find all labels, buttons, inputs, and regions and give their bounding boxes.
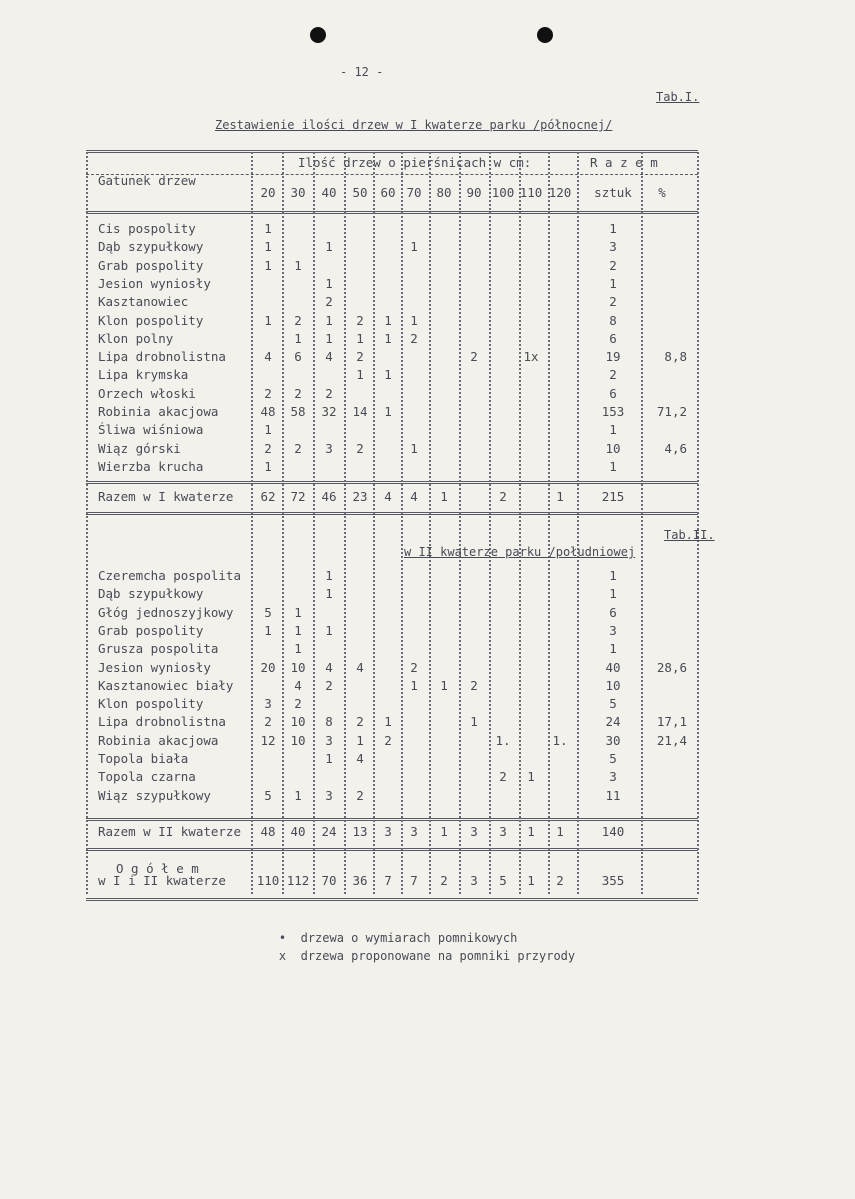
girth-count: 2 [264,385,272,401]
total-count: 8 [609,312,617,328]
species-name: Dąb szypułkowy [98,586,204,602]
girth-count: 2 [470,677,478,693]
girth-count: 62 [260,489,276,504]
girth-count: 3 [410,824,418,839]
table-row [0,659,855,677]
total-count: 6 [609,330,617,346]
girth-count: 7 [410,873,418,888]
table-row [0,787,855,805]
girth-count: 2 [294,385,302,401]
total-count: 1 [609,221,617,236]
girth-count: 2 [499,769,507,785]
species-name: Głóg jednoszyjkowy [98,604,234,620]
girth-count: 1 [440,824,448,839]
girth-count: 1 [294,604,302,620]
column-separator [641,152,643,894]
species-name: Jesion wyniosły [98,275,211,291]
total-count: 140 [601,824,625,839]
girth-count: 1 [356,367,364,383]
girth-count: 2 [294,696,302,712]
rule-line [86,211,698,214]
column-separator [697,152,699,894]
total-count: 40 [605,659,621,675]
species-name: Robinia akacjowa [98,732,219,748]
girth-count: 2 [384,732,392,748]
species-name: Kasztanowiec biały [98,677,234,693]
species-name: Jesion wyniosły [98,659,211,675]
girth-count: 24 [321,824,337,839]
girth-count: 3 [384,824,392,839]
total-count: 24 [605,714,621,730]
girth-count: 1 [264,622,272,638]
girth-count: 1 [527,769,535,785]
total-count: 1 [609,458,617,474]
rule-line [86,818,698,821]
girth-column-header: 90 [466,185,482,200]
table-row [0,238,855,256]
girth-count: 1 [410,677,418,693]
girth-count: 40 [290,824,306,839]
table-row [0,677,855,695]
binder-hole-left [310,27,326,43]
table-row [0,293,855,311]
rule-line [86,174,698,175]
girth-count: 1 [294,330,302,346]
percent-value: 17,1 [656,714,687,730]
girth-count: 1 [384,330,392,346]
total-count: 3 [609,239,617,255]
total-count: 3 [609,622,617,638]
species-name: Wiąz górski [98,440,181,456]
total-group-header: R a z e m [590,155,658,170]
total-count: 2 [609,257,617,273]
column-separator [282,152,284,894]
total-count: 10 [605,440,621,456]
girth-count: 2 [499,489,507,504]
column-separator [459,152,461,894]
girth-count: 1 [440,677,448,693]
girth-count: 46 [321,489,337,504]
girth-count: 110 [256,873,280,888]
girth-count: 1 [325,239,333,255]
girth-column-header: 120 [548,185,572,200]
girth-count: 1 [384,312,392,328]
girth-count: 2 [325,677,333,693]
rule-line [86,512,698,515]
girth-count: 2 [356,349,364,365]
percent-column-header: % [658,185,666,200]
girth-count: 1x [523,349,539,365]
girth-count: 1 [356,732,364,748]
girth-count: 70 [321,873,337,888]
x-mark: x [278,949,287,963]
girth-count: 10 [290,732,306,748]
column-separator [548,152,550,894]
girth-column-header: 60 [380,185,396,200]
species-name: Lipa drobnolistna [98,349,226,365]
page-title: Zestawienie ilości drzew w I kwaterze parku /północnej/ [215,118,613,132]
table-row [0,622,855,640]
girth-count: 3 [325,787,333,803]
table-label-1: Tab.I. [656,90,700,104]
species-name: Dąb szypułkowy [98,239,204,255]
girth-count: 1 [384,404,392,419]
species-name: Topola biała [98,751,189,766]
girth-count: 1 [294,787,302,803]
girth-group-header: Ilość drzew o pierśnicach w cm: [298,155,532,170]
table-row [0,440,855,458]
girth-count: 5 [499,873,507,888]
girth-count: 2 [264,440,272,456]
girth-count: 8 [325,714,333,730]
total-count: 10 [605,677,621,693]
girth-count: 2 [325,294,333,310]
total-count: 5 [609,696,617,712]
girth-count: 1 [325,751,333,766]
girth-count: 32 [321,404,337,419]
column-separator [251,152,253,894]
count-column-header: sztuk [594,185,632,200]
species-name: Grab pospolity [98,622,204,638]
girth-count: 2 [356,714,364,730]
girth-count: 4 [410,489,418,504]
section2-subtitle: w II kwaterze parku /południowej [404,545,636,559]
total-count: 355 [601,873,625,888]
girth-count: 1 [264,239,272,255]
rule-line [86,898,698,901]
girth-count: 20 [260,659,276,675]
girth-count: 1 [325,586,333,602]
species-name: Klon pospolity [98,696,204,712]
girth-count: 5 [264,787,272,803]
girth-count: 2 [264,714,272,730]
girth-count: 1 [325,312,333,328]
girth-count: 2 [294,440,302,456]
girth-count: 1 [410,239,418,255]
girth-count: 4 [325,659,333,675]
column-separator [489,152,491,894]
girth-count: 1 [264,312,272,328]
column-separator [429,152,431,894]
species-name: Lipa krymska [98,367,189,383]
girth-count: 4 [325,349,333,365]
girth-count: 7 [384,873,392,888]
total-count: 19 [605,349,621,365]
total-count: 215 [601,489,625,504]
girth-count: 1 [325,330,333,346]
girth-count: 58 [290,404,306,419]
table-row [0,220,855,238]
column-separator [373,152,375,894]
girth-count: 1 [527,824,535,839]
total-count: 1 [609,641,617,657]
total-count: 1 [609,422,617,438]
girth-count: 72 [290,489,306,504]
percent-value: 4,6 [664,440,687,456]
column-separator [519,152,521,894]
girth-count: 1 [410,440,418,456]
girth-count: 2 [356,787,364,803]
table-row [0,257,855,275]
girth-count: 1 [556,489,564,504]
girth-count: 23 [352,489,368,504]
girth-count: 2 [440,873,448,888]
girth-count: 3 [470,824,478,839]
species-name: Klon pospolity [98,312,204,328]
girth-count: 1 [294,257,302,273]
girth-count: 12 [260,732,276,748]
table-label-2: Tab.II. [664,528,715,542]
table-row [0,567,855,585]
table-row [0,604,855,622]
species-name: Śliwa wiśniowa [98,422,204,438]
girth-column-header: 100 [491,185,515,200]
total-count: 11 [605,787,621,803]
girth-count: 4 [264,349,272,365]
column-separator [401,152,403,894]
girth-count: 1 [325,568,333,583]
table-row [0,458,855,476]
grand-total-row-values [0,872,855,890]
girth-count: 48 [260,824,276,839]
page-number: - 12 - [340,65,384,79]
girth-column-header: 80 [436,185,452,200]
column-separator [313,152,315,894]
total-count: 1 [609,275,617,291]
species-name: Razem w I kwaterze [98,489,234,504]
rule-line [86,150,698,153]
legend-item-proposed [250,935,575,977]
girth-column-header: 40 [321,185,337,200]
table-row [0,768,855,786]
total-count: 6 [609,604,617,620]
species-name: Lipa drobnolistna [98,714,226,730]
girth-column-header: 20 [260,185,276,200]
table-row [0,732,855,750]
girth-count: 2 [556,873,564,888]
girth-count: 10 [290,714,306,730]
total-count: 3 [609,769,617,785]
girth-column-header: 70 [406,185,422,200]
girth-count: 1 [527,873,535,888]
girth-count: 1 [264,458,272,474]
species-name: Czeremcha pospolita [98,568,241,583]
total-count: 1 [609,586,617,602]
girth-count: 4 [356,659,364,675]
table-row [0,421,855,439]
girth-column-header: 50 [352,185,368,200]
rule-line [86,481,698,484]
species-name: Wierzba krucha [98,458,204,474]
girth-count: 1 [440,489,448,504]
binder-hole-right [537,27,553,43]
girth-count: 3 [325,440,333,456]
total-count: 1 [609,568,617,583]
table-row [0,640,855,658]
girth-column-header: 110 [519,185,543,200]
species-name: Topola czarna [98,769,196,785]
girth-count: 1. [495,732,511,748]
girth-count: 4 [356,751,364,766]
girth-count: 48 [260,404,276,419]
girth-count: 5 [264,604,272,620]
total-count: 2 [609,367,617,383]
girth-count: 4 [384,489,392,504]
species-name: Wiąz szypułkowy [98,787,211,803]
table-row [0,585,855,603]
species-column-header: Gatunek drzew [98,173,196,188]
total-count: 6 [609,385,617,401]
table-row [0,403,855,421]
girth-count: 1 [264,422,272,438]
girth-count: 112 [286,873,310,888]
legend-text: drzewa o wymiarach pomnikowych [300,931,518,945]
girth-count: 1 [325,275,333,291]
legend-text: drzewa proponowane na pomniki przyrody [300,949,576,963]
girth-count: 3 [264,696,272,712]
rule-line [86,848,698,851]
girth-count: 1 [264,221,272,236]
girth-count: 1 [264,257,272,273]
table-row [0,275,855,293]
girth-count: 13 [352,824,368,839]
percent-value: 8,8 [664,349,687,365]
girth-count: 1 [294,641,302,657]
girth-count: 2 [410,659,418,675]
percent-value: 71,2 [656,404,687,419]
girth-count: 1 [556,824,564,839]
girth-count: 2 [325,385,333,401]
dot-mark: • [278,931,287,945]
total-count: 5 [609,751,617,766]
species-name: Grab pospolity [98,257,204,273]
girth-count: 2 [356,440,364,456]
girth-count: 1. [552,732,568,748]
total-row-section2 [0,823,855,841]
girth-count: 3 [499,824,507,839]
girth-count: 36 [352,873,368,888]
percent-value: 21,4 [656,732,687,748]
girth-count: 2 [410,330,418,346]
girth-count: 1 [384,714,392,730]
table-row [0,750,855,768]
species-name: Klon polny [98,330,174,346]
column-separator [86,152,88,894]
species-name: Grusza pospolita [98,641,219,657]
table-row [0,348,855,366]
girth-count: 1 [356,330,364,346]
table-row [0,366,855,384]
girth-count: 1 [384,367,392,383]
girth-count: 6 [294,349,302,365]
column-separator [577,152,579,894]
table-row [0,385,855,403]
header-row-top [0,154,855,172]
girth-count: 3 [325,732,333,748]
header-row-columns [0,184,855,202]
column-separator [344,152,346,894]
species-name: Razem w II kwaterze [98,824,241,839]
table-row [0,312,855,330]
grand-total-label: O g ó ł e m [116,861,199,876]
grand-total-sublabel: w I i II kwaterze [98,873,226,888]
girth-count: 4 [294,677,302,693]
girth-column-header: 30 [290,185,306,200]
girth-count: 1 [325,622,333,638]
girth-count: 1 [470,714,478,730]
table-row [0,330,855,348]
table-row [0,695,855,713]
species-name: Cis pospolity [98,221,196,236]
girth-count: 2 [356,312,364,328]
total-count: 30 [605,732,621,748]
total-row-section1 [0,488,855,506]
species-name: Robinia akacjowa [98,404,219,419]
total-count: 2 [609,294,617,310]
girth-count: 2 [470,349,478,365]
girth-count: 3 [470,873,478,888]
girth-count: 1 [410,312,418,328]
total-count: 153 [601,404,625,419]
girth-count: 10 [290,659,306,675]
percent-value: 28,6 [656,659,687,675]
girth-count: 14 [352,404,368,419]
species-name: Kasztanowiec [98,294,189,310]
species-name: Orzech włoski [98,385,196,401]
table-row [0,713,855,731]
girth-count: 2 [294,312,302,328]
girth-count: 1 [294,622,302,638]
